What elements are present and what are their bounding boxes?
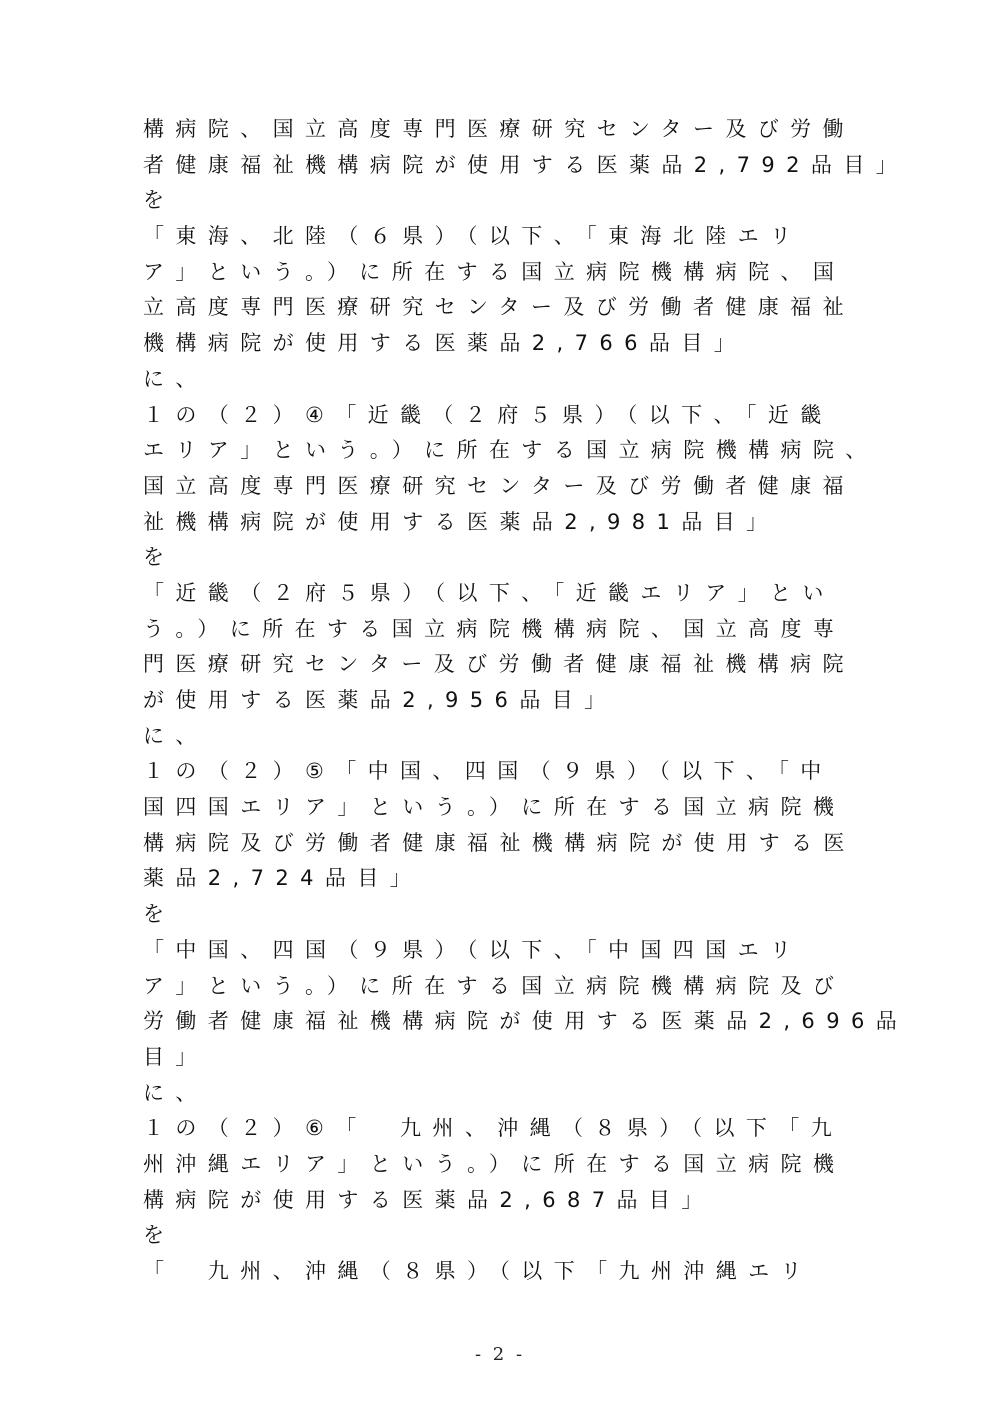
text-line: 門医療研究センター及び労働者健康福祉機構病院 <box>143 652 855 677</box>
text-line: 「中国、四国（９県）（以下、「中国四国エリ <box>143 937 803 962</box>
text-line: 州沖縄エリア」という。）に所在する国立病院機 <box>143 1151 846 1176</box>
text-line: １の（２）⑥「 九州、沖縄（８県）（以下「九 <box>143 1116 844 1141</box>
text-line: 目」 <box>143 1044 208 1069</box>
text-line: 薬品2,724品目」 <box>143 866 423 891</box>
text-line: を <box>143 1223 176 1248</box>
text-line: 「近畿（２府５県）（以下、「近畿エリア」とい <box>143 580 835 605</box>
text-line: に、 <box>143 366 208 391</box>
text-line: 者健康福祉機構病院が使用する医薬品2,792品目」 <box>143 152 909 177</box>
text-line: を <box>143 188 176 213</box>
text-line: 祉機構病院が使用する医薬品2,981品目」 <box>143 509 779 534</box>
text-line: ア」という。）に所在する国立病院機構病院、国 <box>143 259 846 284</box>
text-line: 構病院、国立高度専門医療研究センター及び労働 <box>143 117 855 141</box>
text-line: う。）に所在する国立病院機構病院、国立高度専 <box>143 616 846 641</box>
text-line: 「 九州、沖縄（８県）（以下「九州沖縄エリ <box>143 1259 813 1283</box>
text-line: 構病院及び労働者健康福祉機構病院が使用する医 <box>143 830 856 855</box>
text-line: 立高度専門医療研究センター及び労働者健康福祉 <box>143 295 855 320</box>
page-number: - 2 - <box>474 1344 526 1365</box>
text-line: 「東海、北陸（６県）（以下、「東海北陸エリ <box>143 224 803 249</box>
text-line: を <box>143 902 176 927</box>
text-line: 労働者健康福祉機構病院が使用する医薬品2,696品 <box>143 1009 909 1034</box>
text-line: １の（２）⑤「中国、四国（９県）（以下、「中 <box>143 759 833 784</box>
text-line: が使用する医薬品2,956品目」 <box>143 688 617 712</box>
text-line: エリア」という。）に所在する国立病院機構病院、 <box>143 438 878 463</box>
text-line: 機構病院が使用する医薬品2,766品目」 <box>143 331 747 356</box>
text-line: 国四国エリア」という。）に所在する国立病院機 <box>143 795 846 820</box>
text-line: に、 <box>143 1080 208 1105</box>
text-line: 国立高度専門医療研究センター及び労働者健康福 <box>143 473 855 498</box>
text-line: に、 <box>143 723 208 748</box>
text-line: ア」という。）に所在する国立病院機構病院及び <box>143 973 846 998</box>
body-text <box>143 112 909 1290</box>
text-line: 構病院が使用する医薬品2,687品目」 <box>143 1187 714 1212</box>
text-line: １の（２）④「近畿（２府５県）（以下、「近畿 <box>143 402 833 427</box>
text-line: を <box>143 545 176 570</box>
